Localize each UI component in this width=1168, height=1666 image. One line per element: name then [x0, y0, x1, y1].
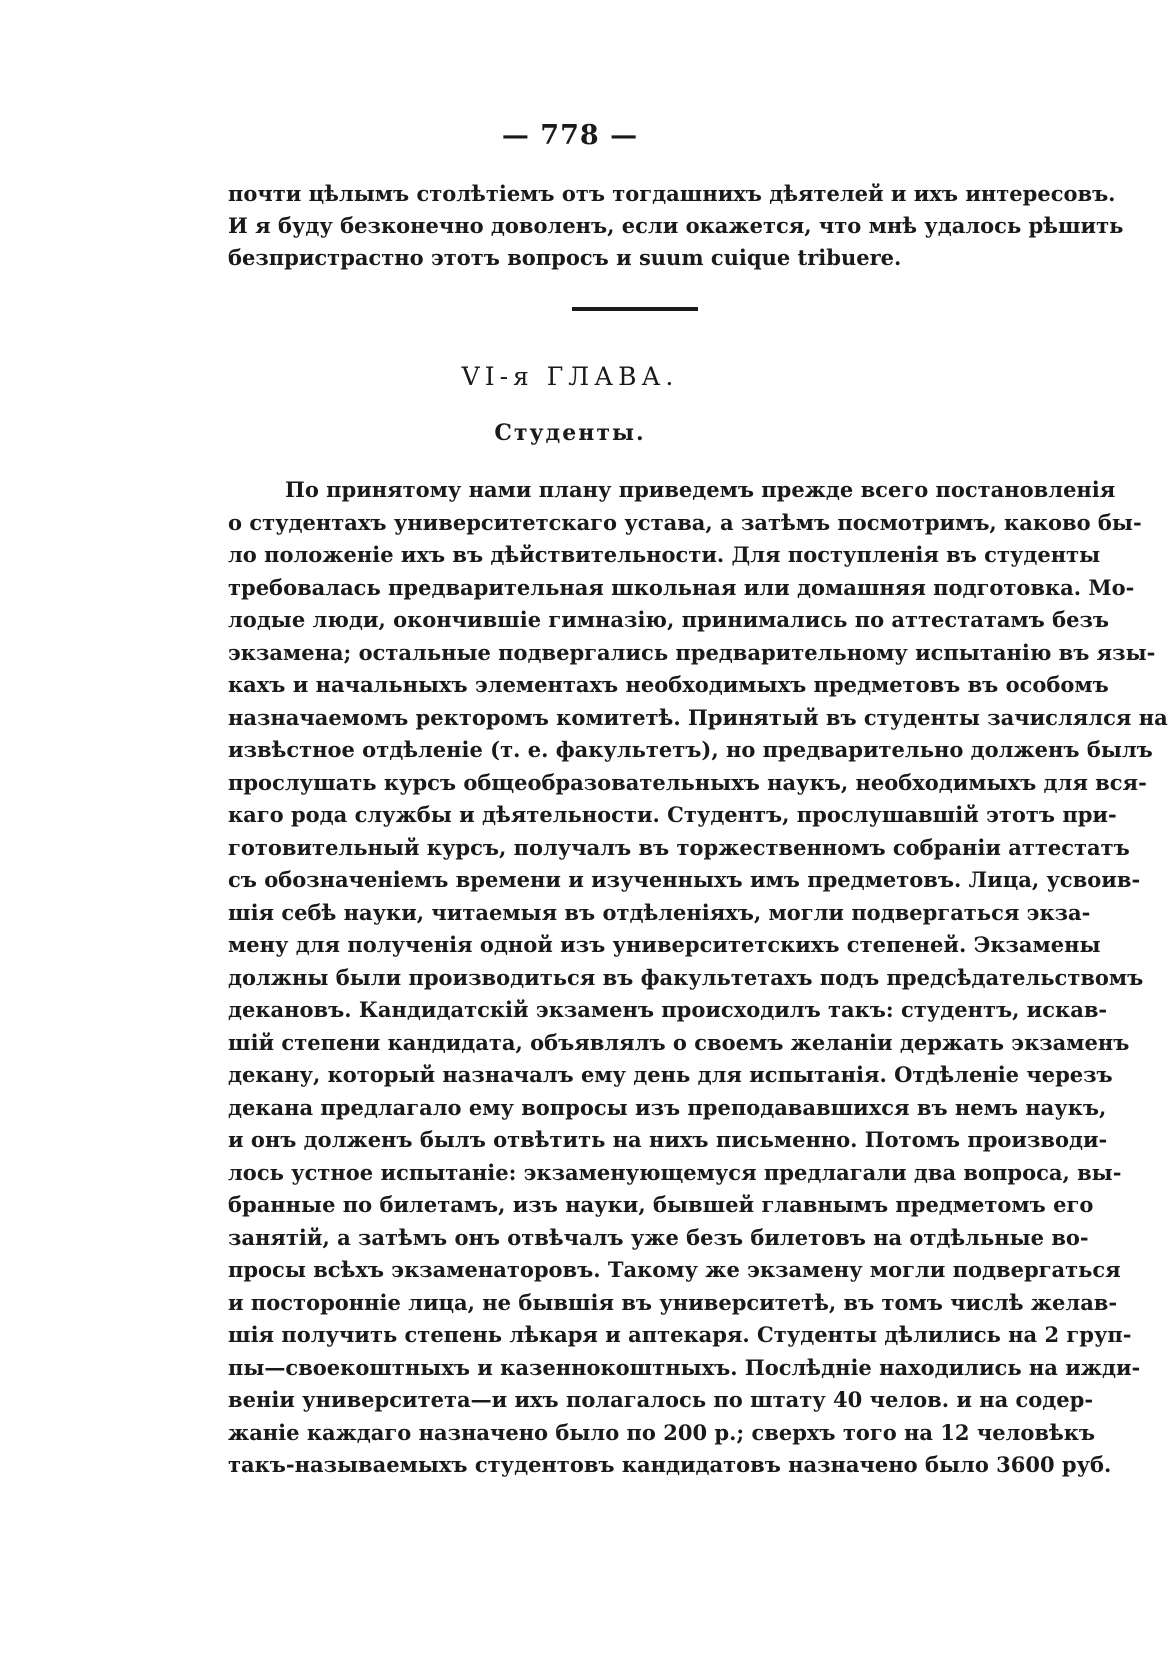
body-paragraph — [228, 474, 1168, 1482]
text-line: съ обозначеніемъ времени и изученныхъ имъ предметовъ. Лица, усвоив- — [228, 867, 1141, 892]
text-line: требовалась предварительная школьная или домашняя подготовка. Мо- — [228, 574, 1135, 600]
text-line: о студентахъ университетскаго устава, а затѣмъ посмотримъ, каково бы- — [228, 509, 1142, 535]
text-line: занятій, а затѣмъ онъ отвѣчалъ уже безъ билетовъ на отдѣльные во- — [228, 1224, 1089, 1250]
text-line: назначаемомъ ректоромъ комитетѣ. Принятый въ студенты зачислялся на — [228, 704, 1168, 730]
text-line: пы—своекоштныхъ и казеннокоштныхъ. Послѣдніе находились на ижди- — [228, 1354, 1141, 1380]
text-line: почти цѣлымъ столѣтіемъ отъ тогдашнихъ дѣятелей и ихъ интересовъ. — [228, 181, 1116, 206]
section-title: Студенты. — [494, 420, 646, 446]
page-number: — 778 — — [501, 120, 639, 151]
text-line: извѣстное отдѣленіе (т. е. факультетъ), но предварительно долженъ былъ — [228, 737, 1153, 762]
section-divider — [572, 307, 698, 311]
text-line: экзамена; остальные подвергались предварительному испытанію въ язы- — [228, 639, 1156, 665]
text-line: шій степени кандидата, объявлялъ о своемъ желаніи держать экзаменъ — [228, 1029, 1130, 1055]
text-line: должны были производиться въ факультетахъ подъ предсѣдательствомъ — [228, 964, 1144, 990]
text-line: каго рода службы и дѣятельности. Студентъ, прослушавшій этотъ при- — [228, 802, 1117, 827]
text-line: и посторонніе лица, не бывшія въ университетѣ, въ томъ числѣ желав- — [228, 1289, 1118, 1315]
text-line: бранные по билетамъ, изъ науки, бывшей главнымъ предметомъ его — [228, 1192, 1094, 1217]
text-line: шія себѣ науки, читаемыя въ отдѣленіяхъ, могли подвергаться экза- — [228, 899, 1091, 925]
text-line: лось устное испытаніе: экзаменующемуся предлагали два вопроса, вы- — [228, 1159, 1122, 1185]
text-line: лодые люди, окончившіе гимназію, принимались по аттестатамъ безъ — [228, 607, 1109, 632]
text-line: кахъ и начальныхъ элементахъ необходимыхъ предметовъ въ особомъ — [228, 672, 1109, 697]
text-line: и онъ долженъ былъ отвѣтить на нихъ письменно. Потомъ производи- — [228, 1127, 1108, 1152]
chapter-title: VI-я ГЛАВА. — [461, 362, 679, 391]
text-line: По принятому нами плану приведемъ прежде всего постановленія — [285, 477, 1116, 502]
text-line: И я буду безконечно доволенъ, если окажется, что мнѣ удалось рѣшить — [228, 213, 1124, 238]
text-line: мену для полученія одной изъ университетскихъ степеней. Экзамены — [228, 932, 1101, 957]
text-line: просы всѣхъ экзаменаторовъ. Такому же экзамену могли подвергаться — [228, 1257, 1121, 1282]
text-line: такъ-называемыхъ студентовъ кандидатовъ назначено было 3600 руб. — [228, 1452, 1112, 1477]
text-line: готовительный курсъ, получалъ въ торжественномъ собраніи аттестатъ — [228, 834, 1130, 860]
text-line: шія получить степень лѣкаря и аптекаря. Студенты дѣлились на 2 груп- — [228, 1322, 1132, 1347]
text-line: декану, который назначалъ ему день для испытанія. Отдѣленіе черезъ — [228, 1062, 1113, 1087]
text-line: декана предлагало ему вопросы изъ преподававшихся въ немъ наукъ, — [228, 1094, 1107, 1120]
text-line: декановъ. Кандидатскій экзаменъ происходилъ такъ: студентъ, искав- — [228, 997, 1108, 1022]
text-line: безпристрастно этотъ вопросъ и suum cuique tribuere. — [228, 245, 902, 270]
text-line: ло положеніе ихъ въ дѣйствительности. Для поступленія въ студенты — [228, 542, 1101, 567]
text-line: прослушать курсъ общеобразовательныхъ наукъ, необходимыхъ для вся- — [228, 769, 1147, 795]
text-line: веніи университета—и ихъ полагалось по штату 40 челов. и на содер- — [228, 1387, 1094, 1412]
text-line: жаніе каждаго назначено было по 200 р.; сверхъ того на 12 человѣкъ — [228, 1419, 1096, 1445]
intro-paragraph — [228, 178, 1124, 274]
